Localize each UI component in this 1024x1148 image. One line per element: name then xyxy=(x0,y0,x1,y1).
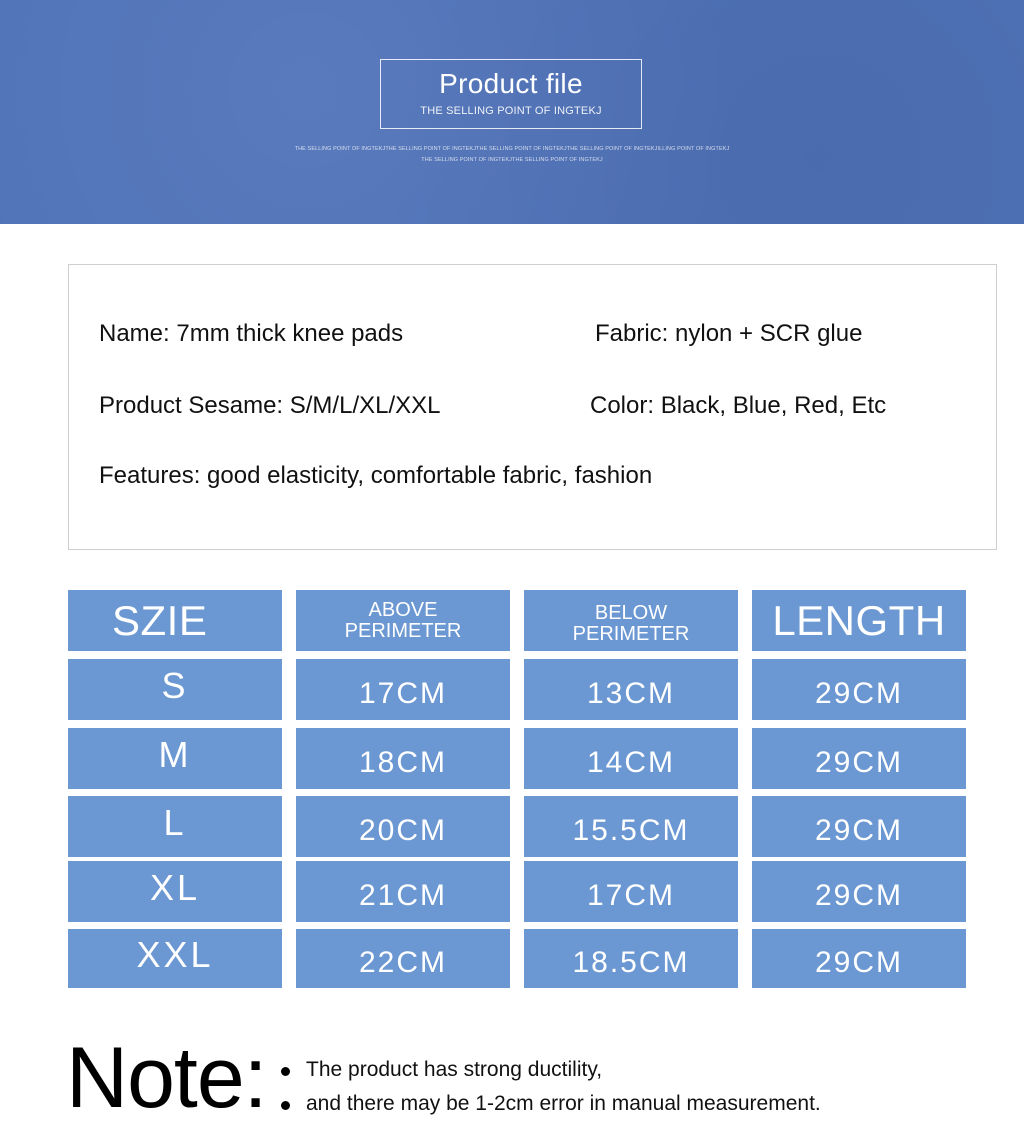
row-below: 17CM xyxy=(524,861,738,922)
page-subtitle: THE SELLING POINT OF INGTEKJ xyxy=(420,105,602,117)
row-length: 29CM xyxy=(752,796,966,857)
size-table xyxy=(68,590,966,990)
note-text-line: The product has strong ductility, xyxy=(306,1058,603,1081)
product-color: Color: Black, Blue, Red, Etc xyxy=(590,392,887,419)
row-length: 29CM xyxy=(752,728,966,789)
row-size: XL xyxy=(68,861,282,922)
row-above: 21CM xyxy=(296,861,510,922)
note-label: Note: xyxy=(66,1030,267,1126)
header-length: LENGTH xyxy=(752,590,966,651)
product-fabric: Fabric: nylon + SCR glue xyxy=(595,320,863,347)
header-below-perimeter xyxy=(524,590,738,651)
bullet-icon xyxy=(281,1101,290,1110)
row-length: 29CM xyxy=(752,659,966,720)
row-size: L xyxy=(68,796,282,857)
row-above: 18CM xyxy=(296,728,510,789)
header-size: SZIE xyxy=(68,590,282,651)
header-above-line1: ABOVE xyxy=(368,598,438,621)
row-size: M xyxy=(68,728,282,789)
product-info-box xyxy=(68,264,997,550)
row-below: 18.5CM xyxy=(524,929,738,988)
row-below: 15.5CM xyxy=(524,796,738,857)
product-name: Name: 7mm thick knee pads xyxy=(99,320,404,347)
header-below-line1: BELOW xyxy=(594,601,668,624)
row-above: 20CM xyxy=(296,796,510,857)
row-below: 14CM xyxy=(524,728,738,789)
page-title: Product file xyxy=(439,68,583,99)
product-features: Features: good elasticity, comfortable fabric, fashion xyxy=(99,462,653,489)
repeated-slogan-line: THE SELLING POINT OF INGTEKJTHE SELLING POINT OF INGTEKJTHE SELLING POINT OF INGTEKJTHE SELLING POINT OF INGTEKJILLING POINT OF INGTEKJ xyxy=(294,146,730,152)
row-above: 22CM xyxy=(296,929,510,988)
header-banner xyxy=(0,0,1024,224)
header-below-line2: PERIMETER xyxy=(572,622,690,645)
row-size: S xyxy=(68,659,282,720)
row-above: 17CM xyxy=(296,659,510,720)
header-above-line2: PERIMETER xyxy=(344,619,462,642)
row-below: 13CM xyxy=(524,659,738,720)
row-length: 29CM xyxy=(752,929,966,988)
header-above-perimeter xyxy=(296,590,510,651)
row-size: XXL xyxy=(68,929,282,988)
note-text-line: and there may be 1-2cm error in manual measurement. xyxy=(306,1092,821,1115)
row-length: 29CM xyxy=(752,861,966,922)
repeated-slogan-line: THE SELLING POINT OF INGTEKJTHE SELLING POINT OF INGTEKJ xyxy=(421,157,603,163)
title-box xyxy=(380,59,642,129)
product-sizes: Product Sesame: S/M/L/XL/XXL xyxy=(99,392,441,419)
bullet-icon xyxy=(281,1067,290,1076)
